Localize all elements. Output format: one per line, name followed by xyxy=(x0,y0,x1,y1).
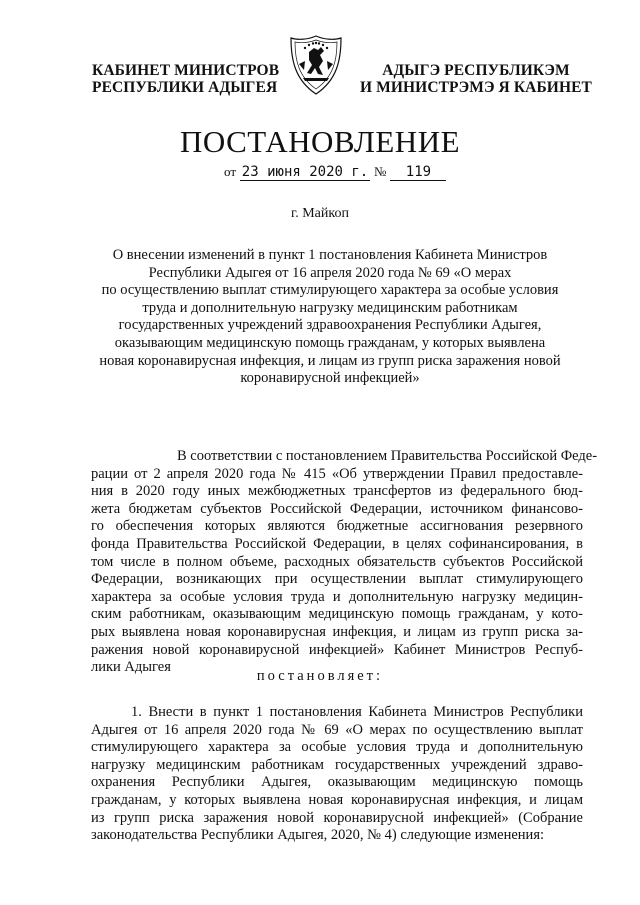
preamble-line: фонда Правительства Российской Федерации, в целях софинансирования, в xyxy=(91,535,583,552)
date-prefix: от xyxy=(224,164,237,179)
item-1-line: охранения Республики Адыгея, оказывающим медицинскую помощь xyxy=(91,774,583,791)
document-subject xyxy=(80,247,580,388)
subject-line: О внесении изменений в пункт 1 постановления Кабинета Министров xyxy=(112,247,548,263)
preamble-line: Федерации, возникающих при осуществлении выплат стимулирующего xyxy=(91,571,583,588)
preamble-line: рации от 2 апреля 2020 года № 415 «Об утверждении Правил предоставле- xyxy=(91,465,583,482)
item-1-line: из групп риска заражения новой коронавирусной инфекцией» (Собрание xyxy=(91,809,583,826)
item-1-line: законодательства Республики Адыгея, 2020, № 4) следующие изменения: xyxy=(91,827,545,844)
item-1-line: Адыгея от 16 апреля 2020 года № 69 «О мерах по осуществлению выплат xyxy=(91,721,583,738)
date-line xyxy=(224,164,446,181)
subject-line: коронавирусной инфекцией» xyxy=(240,370,420,387)
subject-line: государственных учреждений здравоохранения Республики Адыгея, xyxy=(118,317,542,334)
header-right-line1: АДЫГЭ РЕСПУБЛИКЭМ xyxy=(382,62,570,79)
subject-line: новая коронавирусная инфекция, и лицам из групп риска заражения новой xyxy=(99,352,561,369)
header-left-line2: РЕСПУБЛИКИ АДЫГЕЯ xyxy=(92,79,278,96)
subject-line: Республики Адыгея от 16 апреля 2020 года № 69 «О мерах xyxy=(148,264,512,281)
item-1-paragraph xyxy=(91,704,583,845)
item-1-line: гражданам, у которых выявлена новая коронавирусная инфекция, и лицам xyxy=(91,791,583,808)
header-right xyxy=(360,62,592,96)
subject-line: труда и дополнительную нагрузку медицинским работникам xyxy=(142,299,518,316)
preamble-line: жета бюджетам субъектов Российской Федерации, источником финансово- xyxy=(91,500,583,517)
preamble-line: том числе в полном объеме, расходных обязательств субъектов Российской xyxy=(91,553,583,570)
number-sign: № xyxy=(374,164,387,179)
item-1-line: стимулирующего характера за особые условия труда и дополнительную xyxy=(91,739,583,756)
preamble-line: рых выявлена новая коронавирусная инфекция, и лицам из групп риска за- xyxy=(91,623,583,640)
city: г. Майкоп xyxy=(291,206,349,221)
subject-line: оказывающим медицинскую помощь гражданам, у которых выявлена xyxy=(114,334,546,351)
document-number: 119 xyxy=(390,164,446,181)
item-1-line: 1. Внести в пункт 1 постановления Кабинета Министров Республики xyxy=(131,704,583,720)
preamble-line: ния в 2020 году иных межбюджетных трансфертов из федерального бюд- xyxy=(91,483,583,500)
header-right-line2: И МИНИСТРЭМЭ Я КАБИНЕТ xyxy=(360,79,592,96)
preamble-line: лики Адыгея xyxy=(91,659,171,676)
preamble-line: ражения новой коронавирусной инфекцией» Кабинет Министров Респуб- xyxy=(91,641,583,658)
preamble-line: ским работникам, оказывающим медицинскую помощь гражданам, у кото- xyxy=(91,606,583,623)
preamble-line: го обеспечения которых являются бюджетные ассигнования резервного xyxy=(91,518,583,535)
header-left xyxy=(92,62,279,96)
header-left-line1: КАБИНЕТ МИНИСТРОВ xyxy=(92,62,280,79)
preamble-line: характера за особые условия труда и дополнительную нагрузку медицин- xyxy=(91,588,583,605)
document-date: 23 июня 2020 г. xyxy=(241,164,369,180)
subject-line: по осуществлению выплат стимулирующего характера за особые условия xyxy=(101,282,559,299)
coat-of-arms-emblem xyxy=(285,34,347,96)
preamble-paragraph xyxy=(91,448,598,677)
document-title: ПОСТАНОВЛЕНИЕ xyxy=(179,124,461,159)
item-1-line: нагрузку медицинским работникам государственных учреждений здраво- xyxy=(91,756,583,773)
decree-word: постановляет: xyxy=(256,668,384,684)
preamble-line: В соответствии с постановлением Правительства Российской Феде- xyxy=(177,448,598,464)
